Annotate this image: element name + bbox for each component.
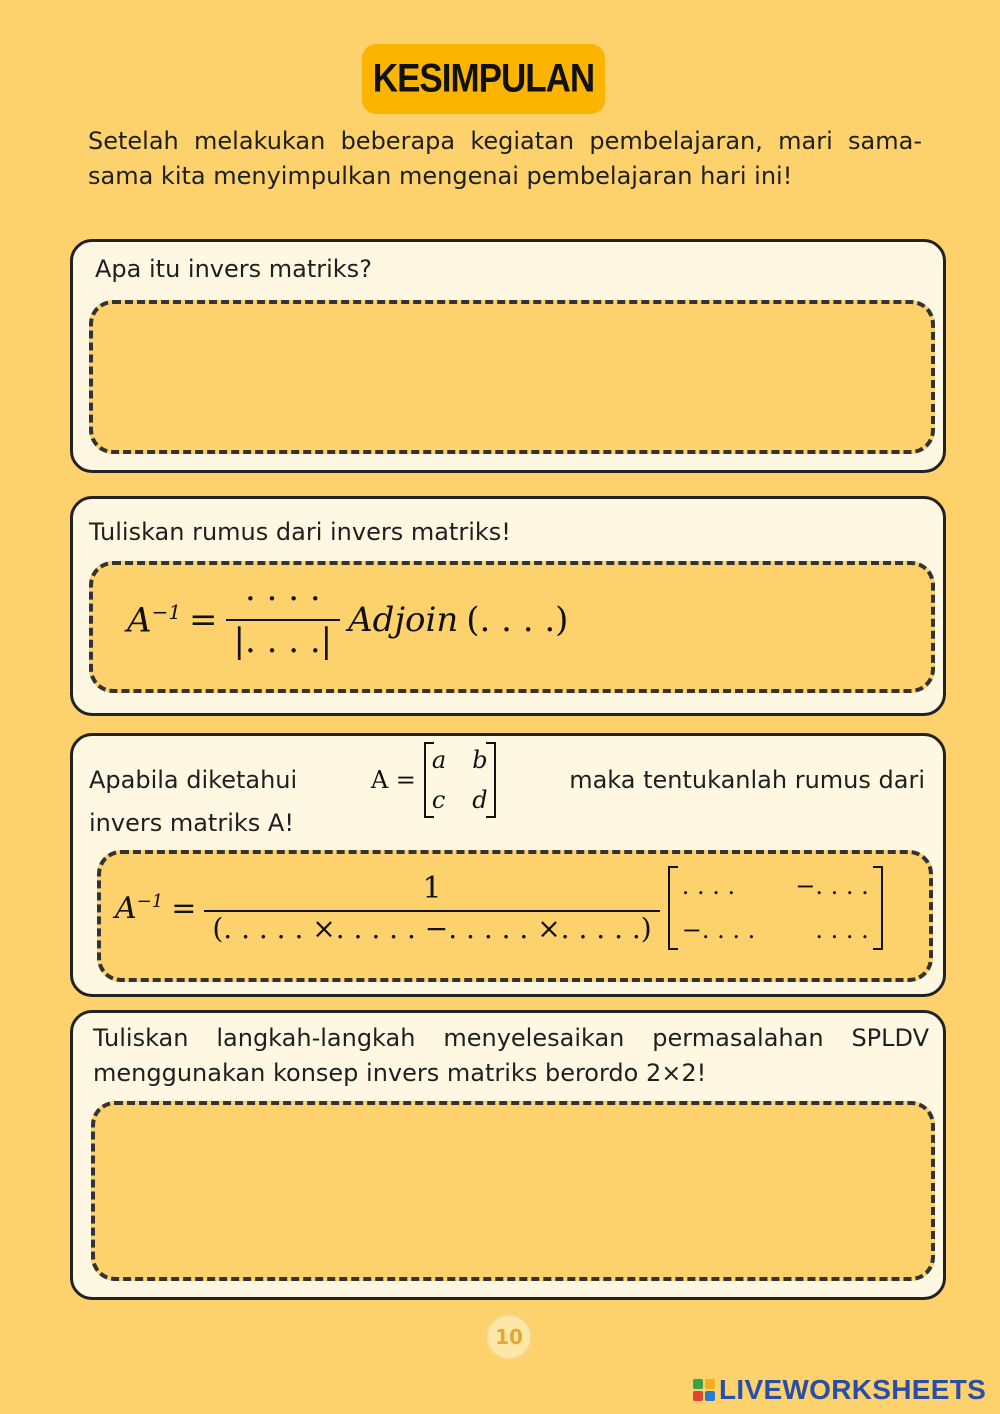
formula-box-3 (97, 850, 933, 982)
determinant-fraction (204, 871, 659, 945)
result-entry-21-blank[interactable]: −. . . . (681, 916, 756, 944)
formula-lhs: A (115, 890, 137, 926)
question-3-line2: invers matriks A! (89, 809, 294, 837)
brand-logo[interactable] (693, 1374, 986, 1406)
brand-wordmark: LIVEWORKSHEETS (719, 1374, 987, 1405)
question-card-3 (70, 733, 946, 997)
page-number: 10 (486, 1314, 532, 1360)
intro-text: Setelah melakukan beberapa kegiatan pembelajaran, mari sama-sama kita menyimpulkan mengenai pembelajaran hari ini! (88, 127, 922, 190)
question-card-1 (70, 239, 946, 473)
question-3-post: maka tentukanlah rumus dari (569, 765, 925, 794)
equals-sign: = (189, 600, 218, 640)
answer-box-4[interactable] (91, 1101, 935, 1281)
fraction-numerator: 1 (422, 871, 442, 906)
result-entry-22-blank[interactable]: . . . . (815, 916, 869, 944)
result-entry-11-blank[interactable]: . . . . (681, 872, 736, 900)
given-matrix (371, 740, 496, 820)
question-card-2 (70, 496, 946, 716)
formula-exponent: −1 (136, 890, 164, 912)
answer-box-1[interactable] (89, 300, 935, 454)
fraction-numerator-blank[interactable]: · · · · (245, 579, 321, 619)
question-1: Apa itu invers matriks? (95, 255, 372, 283)
equals-sign: = (171, 890, 197, 926)
question-card-4 (70, 1010, 946, 1300)
fraction (226, 579, 341, 661)
fraction-denominator-blank[interactable]: |. . . .| (226, 619, 341, 661)
matrix-entry-b: b (472, 746, 488, 774)
matrix-entry-a: a (431, 746, 447, 774)
adjoin-label: Adjoin (348, 600, 459, 640)
given-matrix-lhs: A = (370, 765, 416, 794)
formula-lhs: A (127, 600, 152, 641)
result-matrix (668, 864, 883, 952)
liveworksheets-icon (693, 1379, 715, 1401)
adjoin-argument-blank[interactable]: (. . . .) (466, 600, 569, 640)
title-badge (362, 44, 605, 114)
formula-box-2 (89, 561, 935, 693)
question-4: Tuliskan langkah-langkah menyelesaikan permasalahan SPLDV menggunakan konsep invers matriks berordo 2×2! (93, 1024, 929, 1087)
matrix-entry-c: c (431, 786, 446, 814)
question-2: Tuliskan rumus dari invers matriks! (89, 518, 511, 546)
result-entry-12-blank[interactable]: −. . . . (795, 872, 869, 900)
question-3-pre: Apabila diketahui (89, 765, 298, 794)
page-title: KESIMPULAN (372, 56, 595, 101)
inverse-formula (127, 579, 568, 661)
matrix-entry-d: d (472, 786, 488, 814)
question-3 (89, 746, 925, 841)
formula-exponent: −1 (151, 599, 182, 624)
determinant-blank[interactable]: (. . . . . ×. . . . . −. . . . . ×. . . . .) (204, 910, 659, 945)
inverse-2x2-formula (115, 864, 883, 952)
